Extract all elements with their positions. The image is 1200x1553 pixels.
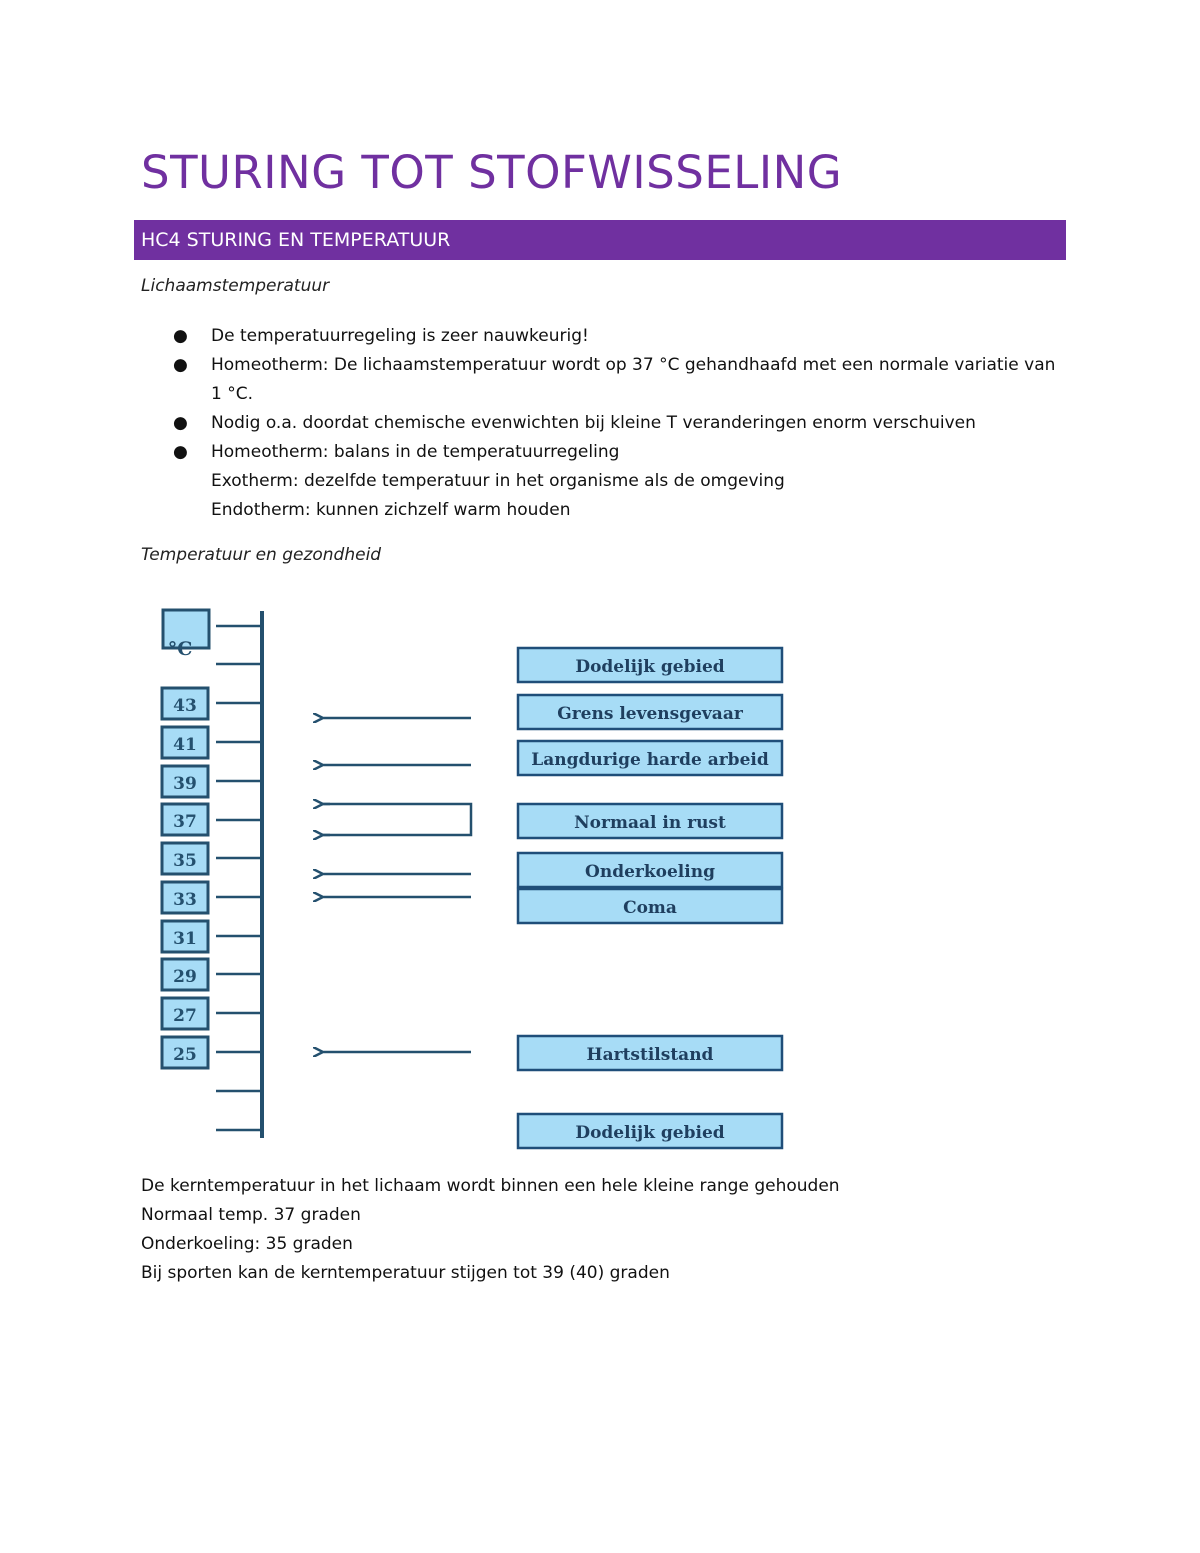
- zone-label: Grens levensgevaar: [557, 704, 743, 724]
- zone-box: [518, 695, 782, 729]
- zone-box: [518, 804, 782, 838]
- scale-label-box: [162, 766, 208, 797]
- bullet-dot-icon: ●: [173, 355, 188, 375]
- zone-label: Dodelijk gebied: [575, 1123, 725, 1143]
- zone-box: [518, 648, 782, 682]
- zone-box: [518, 1036, 782, 1070]
- scale-label: 33: [173, 890, 197, 910]
- bullet-subline-exotherm: Exotherm: dezelfde temperatuur in het organisme als de omgeving: [211, 471, 785, 491]
- subheading-lichaamstemperatuur: Lichaamstemperatuur: [141, 276, 330, 296]
- page-title: STURING TOT STOFWISSELING: [141, 146, 843, 199]
- bullet-text: Nodig o.a. doordat chemische evenwichten bij kleine T veranderingen enorm verschuiven: [211, 413, 976, 433]
- closing-paragraph: [141, 1172, 840, 1288]
- closing-line: Bij sporten kan de kerntemperatuur stijgen tot 39 (40) graden: [141, 1263, 670, 1283]
- bullet-dot-icon: ●: [173, 413, 188, 433]
- scale-label: 35: [173, 851, 197, 871]
- closing-line: Normaal temp. 37 graden: [141, 1205, 361, 1225]
- arrows: [322, 718, 471, 1052]
- bracket-line: [322, 804, 471, 835]
- section-heading: HC4 STURING EN TEMPERATUUR: [134, 220, 1066, 260]
- scale-label: 31: [173, 929, 197, 949]
- bullet-text: De temperatuurregeling is zeer nauwkeurig!: [211, 326, 589, 346]
- scale-label: 25: [173, 1045, 197, 1065]
- zone-box: [518, 741, 782, 775]
- bullet-text: Homeotherm: De lichaamstemperatuur wordt op 37 °C gehandhaafd met een normale variatie van 1 °C.: [211, 355, 1056, 404]
- scale-label: 29: [173, 967, 197, 987]
- scale-label-box: [162, 804, 208, 835]
- scale-label-box: [162, 882, 208, 913]
- zone-label: Normaal in rust: [574, 813, 726, 833]
- zone-label: Dodelijk gebied: [575, 657, 725, 677]
- zone-label: Hartstilstand: [586, 1045, 714, 1065]
- zone-label: Coma: [623, 898, 677, 918]
- zone-box: [518, 853, 782, 887]
- scale-label-box: [162, 688, 208, 719]
- bullet-dot-icon: ●: [173, 326, 188, 346]
- bullet-text: Homeotherm: balans in de temperatuurregeling: [211, 442, 620, 462]
- unit-box: [163, 610, 209, 660]
- subheading-temperatuur-gezondheid: Temperatuur en gezondheid: [141, 545, 382, 565]
- scale-label: 37: [173, 812, 197, 832]
- scale-label-box: [162, 1037, 208, 1068]
- scale-label: 27: [173, 1006, 197, 1026]
- zone-box: [518, 1114, 782, 1148]
- unit-label: °C: [167, 638, 193, 660]
- bullet-subline-endotherm: Endotherm: kunnen zichzelf warm houden: [211, 500, 571, 520]
- scale-label: 43: [173, 696, 197, 716]
- bullet-dot-icon: ●: [173, 442, 188, 462]
- zone-label: Onderkoeling: [585, 862, 715, 882]
- scale-label: 39: [173, 774, 197, 794]
- zone-label: Langdurige harde arbeid: [531, 750, 769, 770]
- scale-label-box: [162, 727, 208, 758]
- zone-box: [518, 889, 782, 923]
- closing-line: Onderkoeling: 35 graden: [141, 1234, 353, 1254]
- scale-label-box: [162, 998, 208, 1029]
- scale-label-box: [162, 921, 208, 952]
- closing-line: De kerntemperatuur in het lichaam wordt binnen een hele kleine range gehouden: [141, 1176, 840, 1196]
- scale-label: 41: [173, 735, 197, 755]
- scale-label-box: [162, 843, 208, 874]
- scale-ticks: [216, 626, 262, 1130]
- scale-label-box: [162, 959, 208, 990]
